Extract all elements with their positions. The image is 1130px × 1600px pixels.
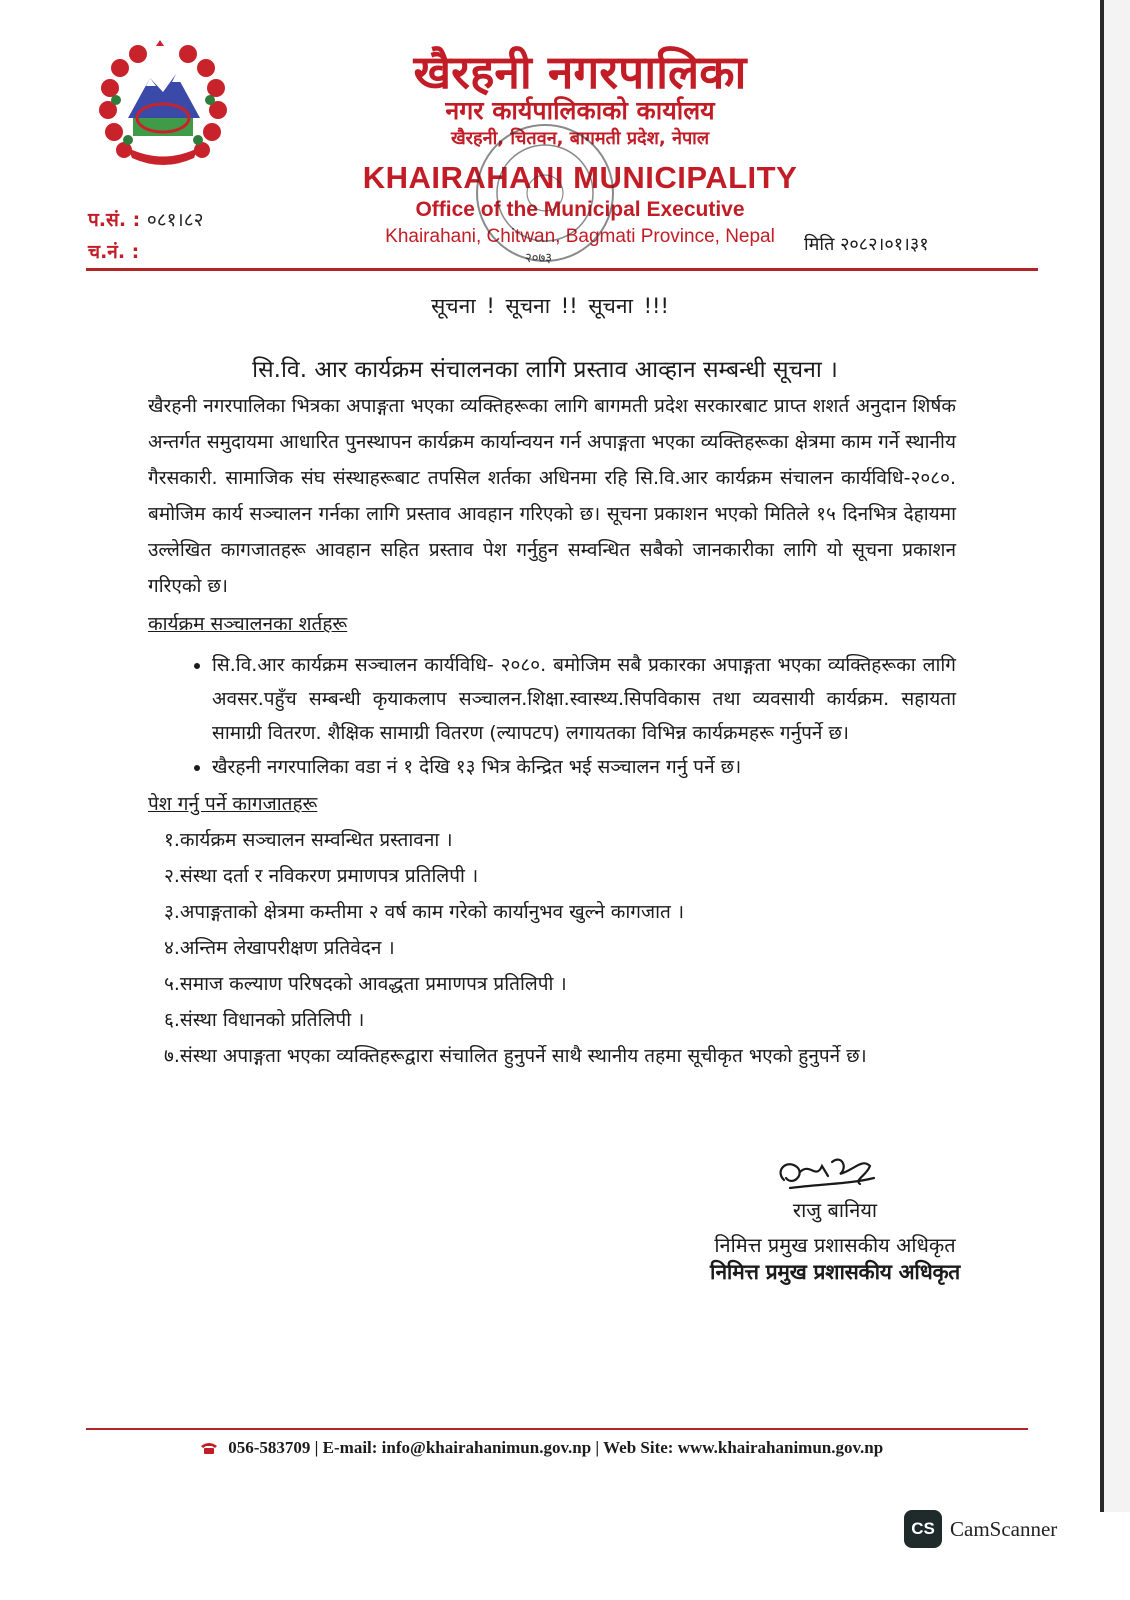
municipality-name-nepali: खैरहनी नगरपालिका [413, 45, 747, 99]
office-stamp [470, 118, 620, 268]
dispatch-number [88, 238, 139, 264]
signatory-title: निमित्त प्रमुख प्रशासकीय अधिकृत [714, 1233, 956, 1257]
notice-body [148, 388, 956, 1074]
document-item: ५.समाज कल्याण परिषदको आवद्धता प्रमाणपत्र प्रतिलिपी । [164, 973, 567, 995]
scan-margin-strip [1104, 0, 1130, 1512]
document-item: ४.अन्तिम लेखापरीक्षण प्रतिवेदन । [164, 937, 395, 959]
office-name-nepali: नगर कार्यपालिकाको कार्यालय [445, 96, 715, 125]
footer-contact [200, 1438, 883, 1458]
conditions-list [148, 648, 956, 784]
signatory-name: राजु बानिया [792, 1198, 878, 1222]
documents-list [148, 822, 956, 1074]
conditions-heading: कार्यक्रम सञ्चालनका शर्तहरू [148, 613, 348, 635]
handwritten-signature [770, 1150, 900, 1194]
camscanner-text: CamScanner [950, 1516, 1058, 1541]
documents-heading: पेश गर्नु पर्ने कागजातहरू [148, 793, 318, 815]
notice-banner: सूचना ! सूचना !! सूचना !!! [431, 294, 669, 318]
camscanner-watermark [904, 1510, 1057, 1548]
office-name-english: Office of the Municipal Executive [415, 198, 745, 221]
notice-subject: सि.वि. आर कार्यक्रम संचालनका लागि प्रस्ताव आव्हान सम्बन्धी सूचना । [252, 357, 838, 383]
reference-number-value: ०८१।८२ [146, 209, 204, 231]
notice-date: मिति २०८२।०१।३१ [804, 234, 929, 255]
signatory-stamp: निमित्त प्रमुख प्रशासकीय अधिकृत [710, 1260, 960, 1284]
signature-block [690, 1150, 980, 1286]
phone-icon [200, 1441, 218, 1455]
reference-number [88, 206, 204, 232]
stamp-year: २०७३ [525, 251, 553, 266]
reference-number-label: प.सं. : [88, 209, 141, 231]
camscanner-logo-icon: CS [904, 1510, 942, 1548]
header-divider [86, 268, 1038, 271]
document-item: ७.संस्था अपाङ्गता भएका व्यक्तिहरूद्वारा संचालित हुनुपर्ने साथै स्थानीय तहमा सूचीकृत भएको हुनुपर्ने छ। [164, 1045, 867, 1067]
document-item: ३.अपाङ्गताको क्षेत्रमा कम्तीमा २ वर्ष काम गरेको कार्यानुभव खुल्ने कागजात । [164, 901, 685, 923]
condition-item: • सि.वि.आर कार्यक्रम सञ्चालन कार्यविधि- २०८०. बमोजिम सबै प्रकारका अपाङ्गता भएका व्यक्तिहरूका लागि अवसर.पहुँच सम्बन्धी कृयाकलाप सञ्चालन.शिक्षा.स्वास्थ्य.सिपविकास तथा व्यवसायी कार्यक्रम. सहायता सामाग्री वितरण. शैक्षिक सामाग्री वितरण (ल्यापटप) लगायतका विभिन्न कार्यक्रमहरू गर्नुपर्ने छ। [212, 648, 956, 750]
address-nepali: खैरहनी, चितवन, बागमती प्रदेश, नेपाल [450, 128, 710, 149]
document-item: १.कार्यक्रम सञ्चालन सम्वन्धित प्रस्तावना । [164, 829, 453, 851]
condition-item: • खैरहनी नगरपालिका वडा नं १ देखि १३ भित्र केन्द्रित भई सञ्चालन गर्नु पर्ने छ। [212, 750, 956, 784]
address-english: Khairahani, Chitwan, Bagmati Province, Nepal [385, 226, 775, 247]
dispatch-number-label: च.नं. : [88, 241, 140, 263]
nepal-emblem-logo [88, 40, 238, 175]
footer-contact-text: 056-583709 | E-mail: info@khairahanimun.gov.np | Web Site: www.khairahanimun.gov.np [228, 1438, 884, 1457]
footer-divider [86, 1428, 1028, 1430]
notice-paragraph: खैरहनी नगरपालिका भित्रका अपाङ्गता भएका व्यक्तिहरूका लागि बागमती प्रदेश सरकारबाट प्राप्त शशर्त अनुदान शिर्षक अन्तर्गत समुदायमा आधारित पुनस्थापन कार्यक्रम कार्यान्वयन गर्न अपाङ्गता भएका व्यक्तिहरूका क्षेत्रमा काम गर्ने स्थानीय गैरसकारी. सामाजिक संघ संस्थाहरूबाट तपसिल शर्तका अधिनमा रहि सि.वि.आर कार्यक्रम संचालन कार्यविधि-२०८०. बमोजिम कार्य सञ्चालन गर्नका लागि प्रस्ताव आवहान गरिएको छ। सूचना प्रकाशन भएको मितिले १५ दिनभित्र देहायमा उल्लेखित कागजातहरू आवहान सहित प्रस्ताव पेश गर्नुहुन सम्वन्धित सबैको जानकारीका लागि यो सूचना प्रकाशन गरिएको छ। [148, 395, 956, 597]
document-item: ६.संस्था विधानको प्रतिलिपी । [164, 1009, 365, 1031]
document-item: २.संस्था दर्ता र नविकरण प्रमाणपत्र प्रतिलिपी । [164, 865, 479, 887]
municipality-name-english: KHAIRAHANI MUNICIPALITY [362, 160, 798, 195]
